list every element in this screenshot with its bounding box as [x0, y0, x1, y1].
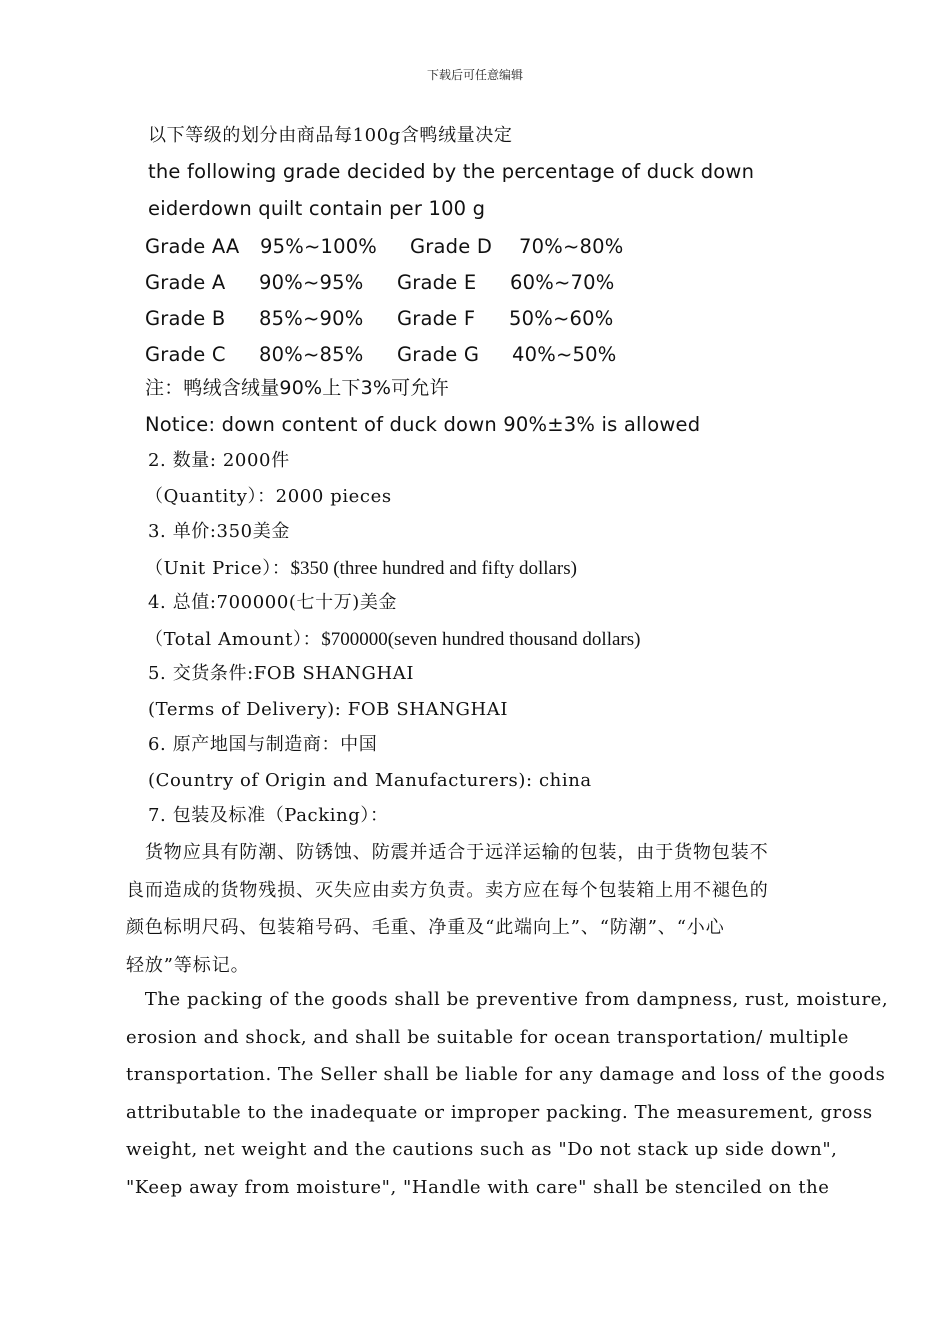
grade-label: Grade B	[145, 307, 226, 330]
grade-range: 95%~100%	[260, 235, 378, 258]
packing-paragraph-en	[126, 981, 889, 1206]
paragraph-line: attributable to the inadequate or improper packing. The measurement, gross	[126, 1101, 873, 1123]
total-amount-en-value: $700000(seven hundred thousand dollars)	[321, 629, 641, 650]
grade-range: 80%~85%	[259, 343, 364, 366]
grade-range: 85%~90%	[259, 307, 364, 330]
paragraph-line: transportation. The Seller shall be liable for any damage and loss of the goods	[126, 1064, 886, 1085]
grade-range: 90%~95%	[259, 271, 364, 294]
grade-label: Grade AA	[145, 235, 240, 258]
quantity-cn: 2. 数量: 2000件	[148, 450, 290, 471]
paragraph-line: 货物应具有防潮、防锈蚀、防震并适合于远洋运输的包装，由于货物包装不	[126, 842, 769, 863]
origin-en: (Country of Origin and Manufacturers): china	[148, 770, 592, 791]
grade-label: Grade E	[397, 271, 477, 294]
paragraph-line: "Keep away from moisture", "Handle with care" shall be stenciled on the	[126, 1176, 830, 1198]
packing-title: 7. 包装及标准（Packing）：	[148, 805, 389, 826]
grade-range: 50%~60%	[509, 307, 614, 330]
packing-paragraph-cn	[126, 834, 826, 984]
grade-label: Grade C	[145, 343, 226, 366]
paragraph-line: 颜色标明尺码、包装箱号码、毛重、净重及“此端向上”、“防潮”、“小心	[126, 917, 725, 938]
grade-note-en: Notice: down content of duck down 90%±3% is allowed	[145, 413, 701, 436]
unit-price-en-label: （Unit Price）：	[145, 558, 291, 579]
grade-intro-en-1: the following grade decided by the percentage of duck down	[148, 160, 755, 183]
total-amount-cn: 4. 总值:700000(七十万)美金	[148, 592, 398, 613]
paragraph-line: 轻放”等标记。	[126, 954, 250, 976]
grade-label: Grade A	[145, 271, 226, 294]
unit-price-en-value: $350 (three hundred and fifty dollars)	[290, 558, 577, 579]
delivery-terms-en: (Terms of Delivery): FOB SHANGHAI	[148, 699, 509, 720]
quantity-en: （Quantity）：2000 pieces	[145, 486, 392, 507]
total-amount-en	[145, 630, 640, 649]
origin-cn: 6. 原产地国与制造商：中国	[148, 734, 378, 755]
grade-note-cn: 注：鸭绒含绒量90%上下3%可允许	[145, 377, 449, 399]
grade-label: Grade D	[410, 235, 493, 258]
grade-label: Grade F	[397, 307, 476, 330]
paragraph-line: The packing of the goods shall be preventive from dampness, rust, moisture,	[126, 989, 889, 1010]
grade-label: Grade G	[397, 343, 480, 366]
grade-intro-cn: 以下等级的划分由商品每100g含鸭绒量决定	[148, 125, 513, 146]
delivery-terms-cn: 5. 交货条件:FOB SHANGHAI	[148, 663, 415, 684]
grade-intro-en-2: eiderdown quilt contain per 100 g	[148, 197, 486, 220]
grade-range: 40%~50%	[512, 343, 617, 366]
grade-range: 60%~70%	[510, 271, 615, 294]
unit-price-cn: 3. 单价:350美金	[148, 521, 290, 542]
unit-price-en	[145, 559, 577, 578]
paragraph-line: 良而造成的货物残损、灭失应由卖方负责。卖方应在每个包装箱上用不褪色的	[126, 879, 769, 901]
total-amount-en-label: （Total Amount）：	[145, 629, 322, 650]
paragraph-line: erosion and shock, and shall be suitable for ocean transportation/ multiple	[126, 1026, 849, 1048]
paragraph-line: weight, net weight and the cautions such as "Do not stack up side down",	[126, 1139, 838, 1160]
header-note: 下载后可任意编辑	[426, 68, 523, 82]
grade-range: 70%~80%	[519, 235, 624, 258]
